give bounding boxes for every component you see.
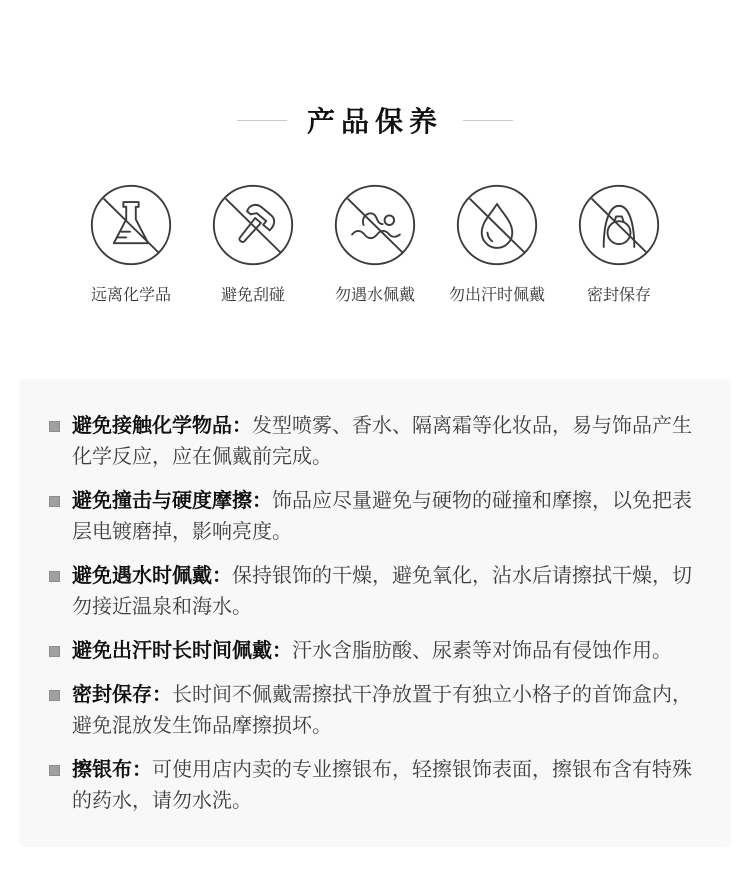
care-item-body: 饰品应尽量避免与硬物的碰撞和摩擦，以免把表层电镀磨掉，影响亮度。 (72, 490, 692, 543)
care-item-body: 保持银饰的干燥，避免氧化，沾水后请擦拭干燥，切勿接近温泉和海水。 (72, 565, 692, 618)
no-scratch-icon (210, 182, 296, 268)
bullet-square-icon (49, 421, 60, 432)
icon-item-no-sweat (436, 182, 558, 305)
care-item-title: 避免出汗时长时间佩戴： (72, 640, 292, 662)
bullet-square-icon (49, 690, 60, 701)
care-item-storage (49, 680, 707, 742)
bullet-square-icon (49, 496, 60, 507)
sealed-storage-icon (576, 182, 662, 268)
care-item-silver-cloth (49, 755, 707, 817)
title-divider-right (463, 120, 513, 121)
icon-item-no-water (314, 182, 436, 305)
bullet-square-icon (49, 765, 60, 776)
care-item-body: 汗水含脂肪酸、尿素等对饰品有侵蚀作用。 (292, 640, 672, 662)
care-item-text (72, 486, 707, 548)
icon-label: 密封保存 (586, 287, 651, 304)
icon-label: 勿遇水佩戴 (334, 287, 415, 304)
care-item-text (72, 680, 707, 742)
care-item-title: 避免接触化学物品： (72, 415, 252, 437)
section-header (0, 0, 750, 140)
care-item-title: 擦银布： (72, 759, 152, 781)
no-chemicals-icon (88, 182, 174, 268)
bullet-square-icon (49, 646, 60, 657)
icon-label: 远离化学品 (90, 287, 171, 304)
icon-item-no-scratch (192, 182, 314, 305)
care-item-text (72, 411, 707, 473)
care-item-impact (49, 486, 707, 548)
bullet-square-icon (49, 571, 60, 582)
care-item-sweat (49, 636, 707, 667)
title-divider-left (237, 120, 287, 121)
no-sweat-icon (454, 182, 540, 268)
icon-label: 避免刮碰 (220, 287, 285, 304)
care-item-body: 发型喷雾、香水、隔离霜等化妆品，易与饰品产生化学反应，应在佩戴前完成。 (72, 415, 692, 468)
care-item-title: 避免撞击与硬度摩擦： (72, 490, 272, 512)
care-item-text (72, 561, 707, 623)
care-item-title: 密封保存： (72, 684, 172, 706)
care-item-text (72, 755, 707, 817)
care-item-text (72, 636, 672, 667)
care-item-title: 避免遇水时佩戴： (72, 565, 232, 587)
page-title: 产品保养 (306, 106, 443, 137)
icon-label: 勿出汗时佩戴 (448, 287, 545, 304)
care-item-body: 可使用店内卖的专业擦银布，轻擦银饰表面，擦银布含有特殊的药水，请勿水洗。 (72, 759, 692, 812)
care-item-body: 长时间不佩戴需擦拭干净放置于有独立小格子的首饰盒内，避免混放发生饰品摩擦损坏。 (72, 684, 692, 737)
no-water-icon (332, 182, 418, 268)
icon-item-no-chemicals (70, 182, 192, 305)
icon-item-sealed-storage (558, 182, 680, 305)
care-item-chemicals (49, 411, 707, 473)
care-instructions-card (19, 379, 731, 847)
care-icons-row (0, 182, 750, 305)
care-item-water (49, 561, 707, 623)
